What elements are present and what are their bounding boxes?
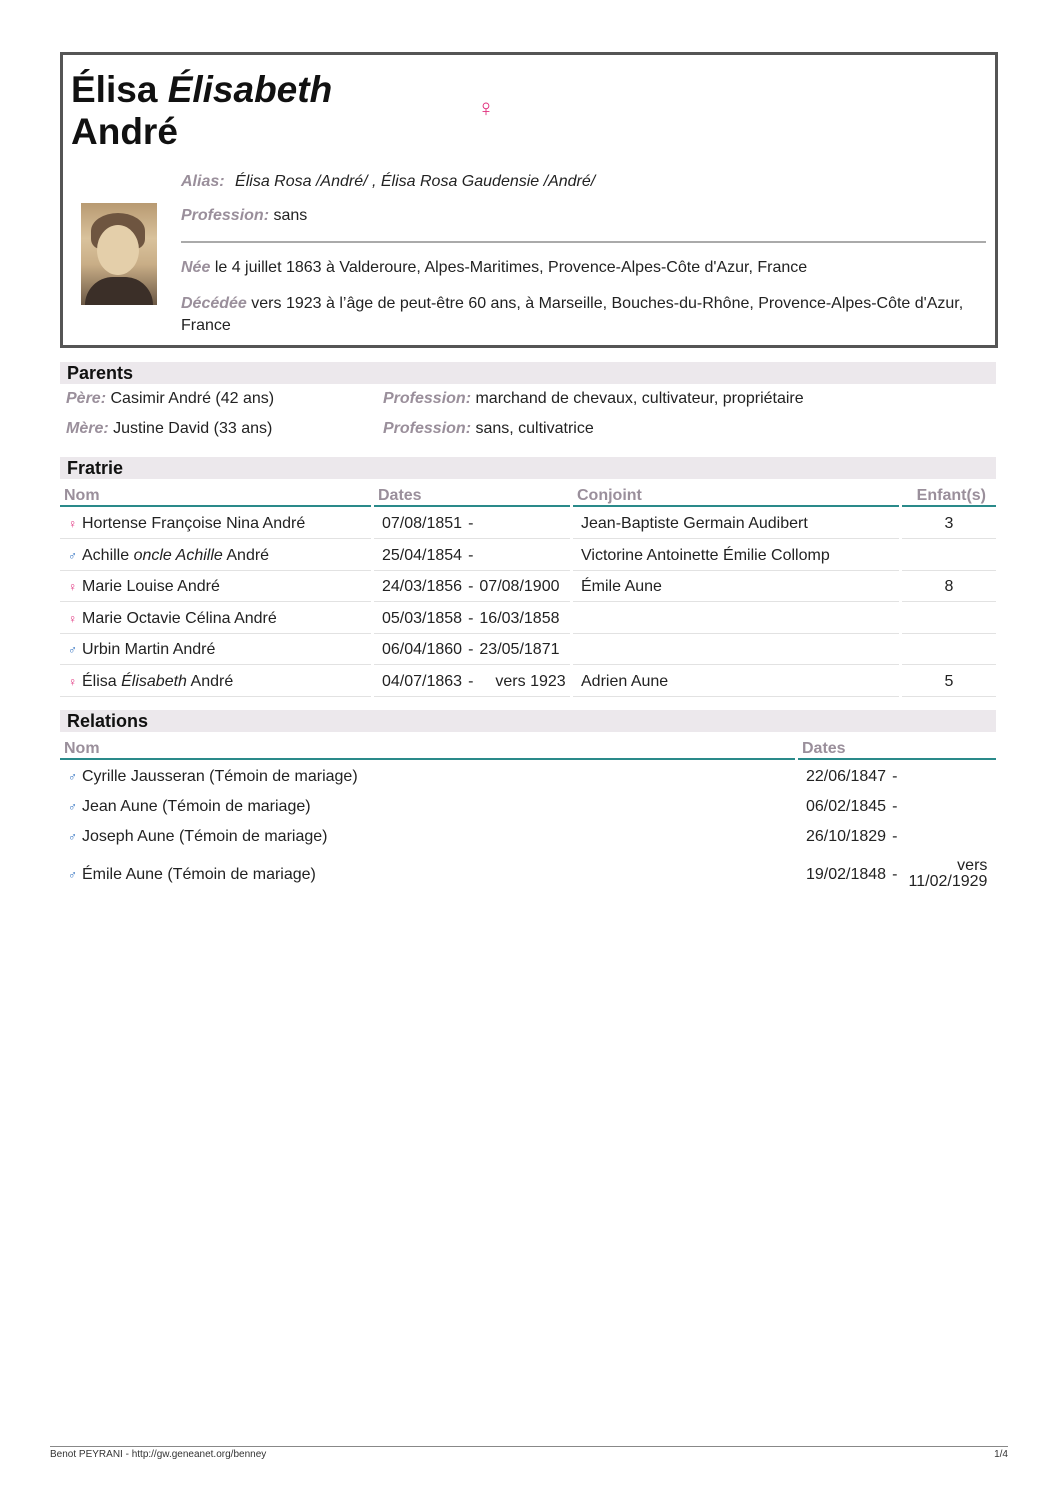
sibling-link[interactable] (82, 641, 215, 658)
sibling-name-cell (60, 572, 371, 602)
sibling-name-cell (60, 541, 371, 571)
date-separator: - (892, 828, 898, 845)
female-icon: ♀ (68, 611, 77, 626)
relation-link[interactable]: Joseph Aune (Témoin de mariage) (82, 828, 328, 845)
male-icon: ♂ (68, 800, 77, 814)
date-separator: - (468, 546, 474, 564)
sibling-dates-cell (374, 604, 570, 634)
portrait-photo (81, 203, 157, 305)
death-date: 16/03/1858 (479, 609, 560, 627)
sibling-children-cell (902, 509, 996, 539)
death-date: 07/08/1900 (479, 578, 560, 595)
father-profession-label: Profession: (383, 390, 472, 407)
sibling-name-cell (60, 509, 371, 539)
sibling-first-name: Élisa (82, 672, 122, 690)
birth-date: 04/07/1863 (382, 672, 463, 690)
birth-date: 06/02/1845 (806, 798, 887, 815)
sibling-children-cell (902, 635, 996, 665)
spouse-link[interactable]: Victorine Antoinette Émilie Collomp (581, 546, 830, 564)
page-number: 1/4 (994, 1449, 1008, 1460)
sibling-link[interactable] (82, 547, 269, 564)
birth-date: 05/03/1858 (382, 609, 463, 627)
relation-link[interactable]: Cyrille Jausseran (Témoin de mariage) (82, 768, 358, 785)
sibling-last-name: André (222, 546, 270, 564)
sibling-name: Hortense Françoise Nina André (82, 515, 306, 532)
mother-profession-value: sans, cultivatrice (475, 420, 594, 437)
birth-date: 06/04/1860 (382, 641, 463, 658)
sibling-spouse-cell (573, 541, 899, 571)
children-count: 5 (944, 672, 954, 690)
date-separator: - (468, 515, 474, 532)
relations-section-title: Relations (60, 710, 996, 732)
death-date: 23/05/1871 (479, 641, 560, 658)
sibling-children-cell (902, 604, 996, 634)
sibling-spouse-cell (573, 509, 899, 539)
spouse-link[interactable]: Adrien Aune (581, 672, 669, 690)
relation-link[interactable]: Émile Aune (Témoin de mariage) (82, 866, 316, 883)
parents-section-title: Parents (60, 362, 996, 384)
sibling-spouse-cell (573, 572, 899, 602)
father-profession-value: marchand de chevaux, cultivateur, propriétaire (475, 390, 804, 407)
relation-name-cell (60, 822, 795, 852)
birth-date: 07/08/1851 (382, 515, 463, 532)
siblings-header-name: Nom (60, 485, 371, 507)
date-separator: - (468, 578, 474, 595)
profession-label: Profession: (181, 207, 270, 224)
sibling-link[interactable] (82, 673, 233, 690)
relation-name-cell (60, 762, 795, 792)
relation-name-cell (60, 852, 795, 898)
relation-dates-cell (798, 852, 996, 898)
relation-name-cell (60, 792, 795, 822)
last-name: André (71, 111, 178, 152)
male-icon: ♂ (68, 548, 77, 563)
sibling-link[interactable] (82, 610, 277, 627)
alias-line (181, 173, 595, 191)
siblings-header-children: Enfant(s) (902, 485, 996, 507)
person-header (60, 52, 998, 348)
relations-header-name: Nom (60, 738, 795, 760)
death-date-qualifier: vers (957, 857, 988, 874)
children-count: 8 (944, 578, 954, 595)
date-separator: - (468, 672, 474, 690)
birth-date: 24/03/1856 (382, 578, 463, 595)
death-label: Décédée (181, 295, 247, 312)
date-separator: - (892, 768, 898, 785)
date-separator: - (892, 866, 898, 883)
profession-value: sans (273, 207, 308, 224)
alias-value: Élisa Rosa /André/ , Élisa Rosa Gaudensie /André/ (235, 173, 596, 190)
sibling-spouse-cell (573, 667, 899, 697)
date-separator: - (468, 609, 474, 627)
spouse-link[interactable]: Émile Aune (581, 578, 662, 595)
sibling-last-name: André (186, 672, 234, 690)
person-name (71, 69, 332, 153)
birth-date: 19/02/1848 (806, 866, 887, 883)
date-separator: - (892, 798, 898, 815)
mother-profession-label: Profession: (383, 420, 472, 437)
female-icon: ♀ (68, 580, 77, 594)
nickname: Élisabeth (167, 69, 333, 110)
sibling-dates-cell (374, 667, 570, 697)
male-icon: ♂ (68, 770, 77, 784)
sibling-dates-cell (374, 509, 570, 539)
sibling-nickname: oncle Achille (133, 546, 223, 564)
footer-rule (50, 1446, 1008, 1447)
siblings-header-spouse: Conjoint (573, 485, 899, 507)
male-icon: ♂ (68, 830, 77, 844)
male-icon: ♂ (68, 868, 77, 882)
birth-date: 26/10/1829 (806, 828, 887, 845)
mother-line (66, 420, 272, 438)
birth-label: Née (181, 259, 211, 276)
sibling-spouse-cell (573, 604, 899, 634)
female-icon: ♀ (68, 674, 77, 689)
female-icon: ♀ (477, 95, 495, 122)
mother-link[interactable]: Justine David (33 ans) (113, 420, 273, 437)
sibling-name-cell (60, 604, 371, 634)
mother-profession (383, 420, 594, 438)
sibling-children-cell (902, 667, 996, 697)
death-value-cont: France (181, 317, 231, 334)
sibling-name: Urbin Martin André (82, 641, 216, 658)
birth-value: le 4 juillet 1863 à Valderoure, Alpes-Maritimes, Provence-Alpes-Côte d'Azur, France (214, 259, 808, 276)
birth-date: 22/06/1847 (806, 768, 887, 785)
relation-dates-cell (798, 762, 996, 792)
sibling-dates-cell (374, 541, 570, 571)
death-line (181, 293, 991, 337)
siblings-header-dates: Dates (374, 485, 570, 507)
father-line (66, 390, 274, 408)
male-icon: ♂ (68, 643, 77, 657)
sibling-name: Marie Octavie Célina André (82, 609, 277, 627)
female-icon: ♀ (68, 517, 77, 531)
sibling-first-name: Achille (82, 546, 134, 564)
spouse-link[interactable]: Jean-Baptiste Germain Audibert (581, 515, 808, 532)
sibling-link[interactable] (82, 578, 220, 595)
sibling-link[interactable] (82, 515, 305, 532)
sibling-name: Marie Louise André (82, 578, 220, 595)
mother-label: Mère: (66, 420, 109, 437)
sibling-children-cell (902, 572, 996, 602)
death-date (903, 852, 987, 890)
father-label: Père: (66, 390, 107, 407)
sibling-name-cell (60, 667, 371, 697)
footer-source: Benot PEYRANI - http://gw.geneanet.org/benney (50, 1449, 267, 1460)
father-link[interactable]: Casimir André (42 ans) (110, 390, 275, 407)
death-date: vers 1923 (495, 672, 566, 690)
separator (181, 241, 986, 243)
alias-label: Alias: (181, 173, 225, 190)
relation-dates-cell (798, 792, 996, 822)
relation-link[interactable]: Jean Aune (Témoin de mariage) (82, 798, 311, 815)
siblings-section-title: Fratrie (60, 457, 996, 479)
relations-header-dates: Dates (798, 738, 996, 760)
profession-line (181, 207, 307, 225)
sibling-dates-cell (374, 572, 570, 602)
birth-line (181, 259, 807, 277)
first-name: Élisa (71, 69, 158, 110)
sibling-spouse-cell (573, 635, 899, 665)
death-date-value: 11/02/1929 (908, 873, 988, 890)
birth-date: 25/04/1854 (382, 546, 463, 564)
death-value: vers 1923 à l’âge de peut-être 60 ans, à Marseille, Bouches-du-Rhône, Provence-Alpes-Côte d'Azur, (251, 295, 964, 312)
date-separator: - (468, 641, 474, 658)
children-count: 3 (944, 515, 954, 532)
father-profession (383, 390, 804, 408)
sibling-name-cell (60, 635, 371, 665)
sibling-children-cell (902, 541, 996, 571)
sibling-dates-cell (374, 635, 570, 665)
relation-dates-cell (798, 822, 996, 852)
sibling-nickname: Élisabeth (121, 672, 187, 690)
